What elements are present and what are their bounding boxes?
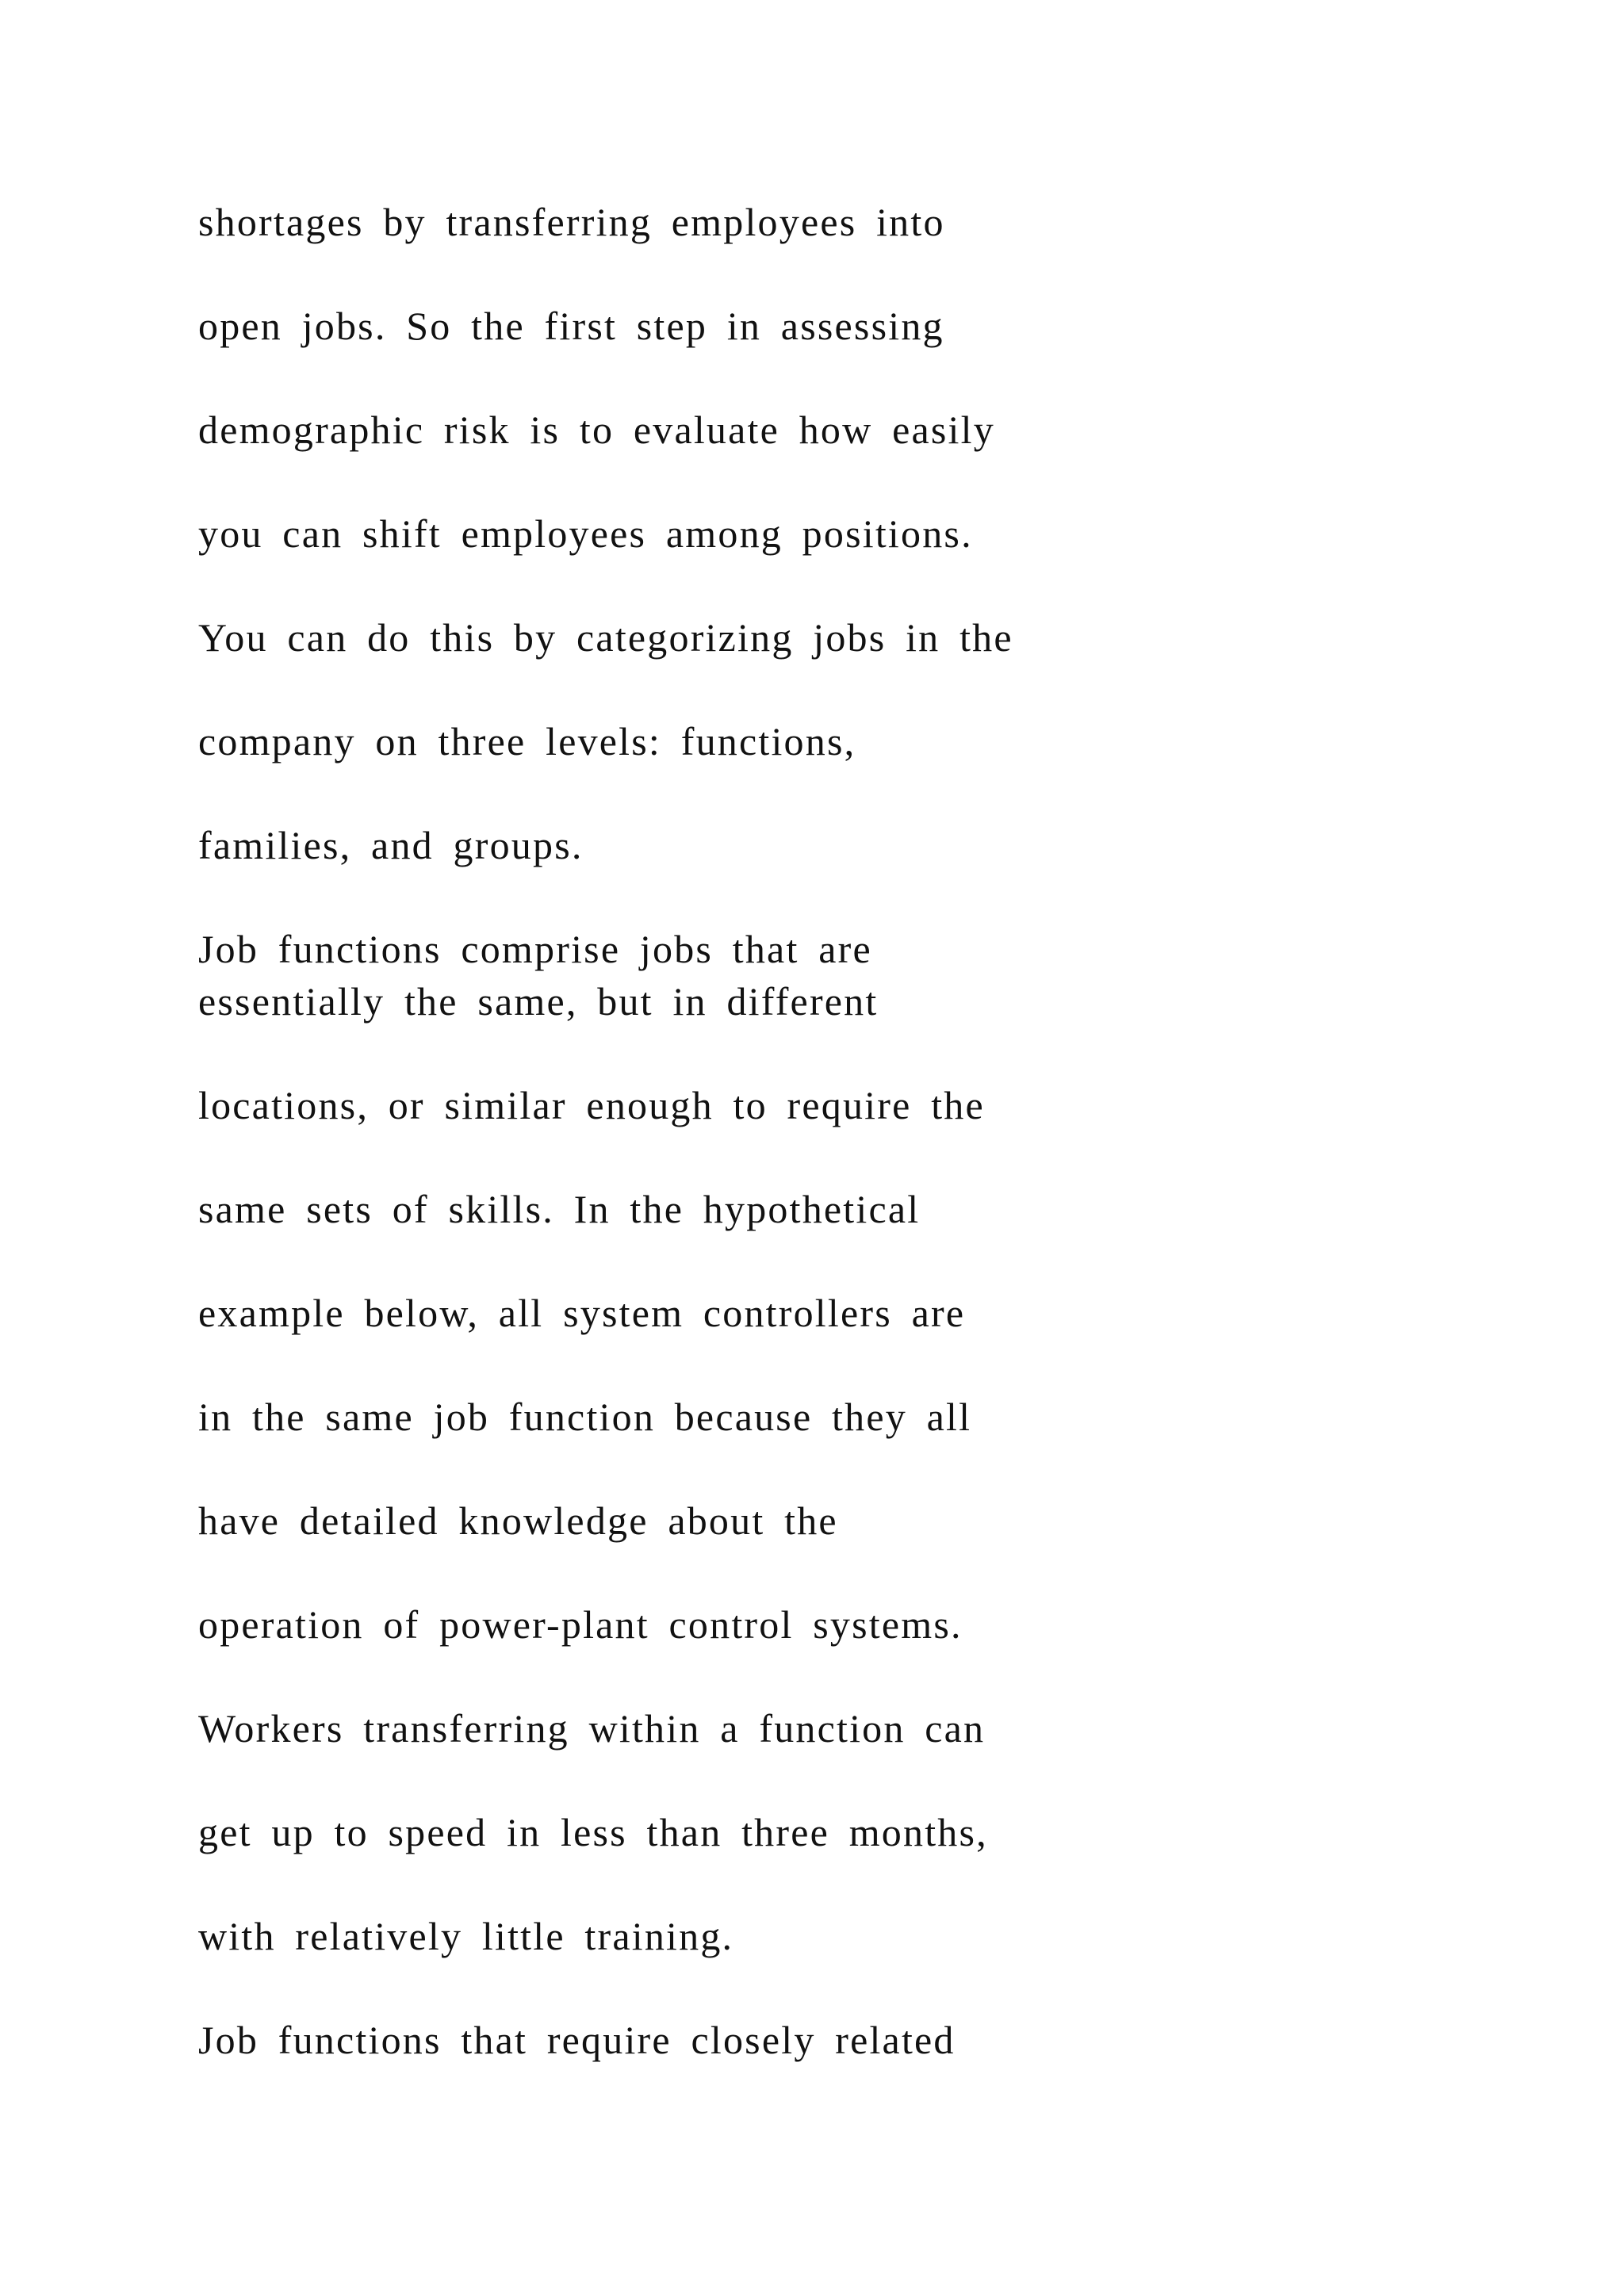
- text-line: in the same job function because they all: [198, 1395, 972, 1439]
- text-line: locations, or similar enough to require the: [198, 1083, 985, 1127]
- text-line: get up to speed in less than three months,: [198, 1810, 988, 1854]
- text-line: operation of power-plant control systems.: [198, 1602, 963, 1647]
- text-line: essentially the same, but in different: [198, 979, 879, 1024]
- text-line: have detailed knowledge about the: [198, 1498, 838, 1543]
- text-line: Workers transferring within a function can: [198, 1706, 986, 1751]
- text-line: You can do this by categorizing jobs in the: [198, 615, 1013, 660]
- text-line: with relatively little training.: [198, 1914, 734, 1958]
- text-line: Job functions that require closely related: [198, 2018, 956, 2062]
- text-line: company on three levels: functions,: [198, 719, 856, 763]
- text-line: shortages by transferring employees into: [198, 200, 945, 244]
- text-line: families, and groups.: [198, 823, 584, 867]
- text-line: open jobs. So the first step in assessing: [198, 304, 944, 348]
- text-line: Job functions comprise jobs that are: [198, 927, 872, 971]
- text-line: example below, all system controllers are: [198, 1291, 966, 1335]
- text-line: you can shift employees among positions.: [198, 511, 973, 556]
- text-line: demographic risk is to evaluate how easily: [198, 408, 995, 452]
- text-line: same sets of skills. In the hypothetical: [198, 1187, 921, 1231]
